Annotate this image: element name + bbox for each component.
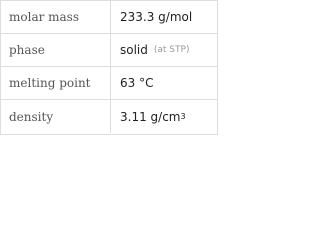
value-text: 3.11 g/cm xyxy=(120,109,181,124)
property-value xyxy=(112,34,217,66)
value-text: 233.3 g/mol xyxy=(120,10,193,24)
table-row-density xyxy=(1,100,217,133)
property-label: density xyxy=(1,100,111,133)
value-qualifier: (at STP) xyxy=(153,45,190,55)
value-text: solid xyxy=(120,43,148,57)
property-label: phase xyxy=(1,34,111,66)
property-label: molar mass xyxy=(1,1,111,33)
table-row-molar-mass xyxy=(1,1,217,34)
property-value: 3.11 g/cm 3 xyxy=(120,109,186,124)
properties-table xyxy=(0,0,218,135)
property-label: melting point xyxy=(1,67,111,99)
property-value xyxy=(112,1,217,33)
value-text: 63 °C xyxy=(120,76,154,90)
table-row-phase xyxy=(1,34,217,67)
table-row-melting-point xyxy=(1,67,217,100)
property-value xyxy=(112,67,217,99)
